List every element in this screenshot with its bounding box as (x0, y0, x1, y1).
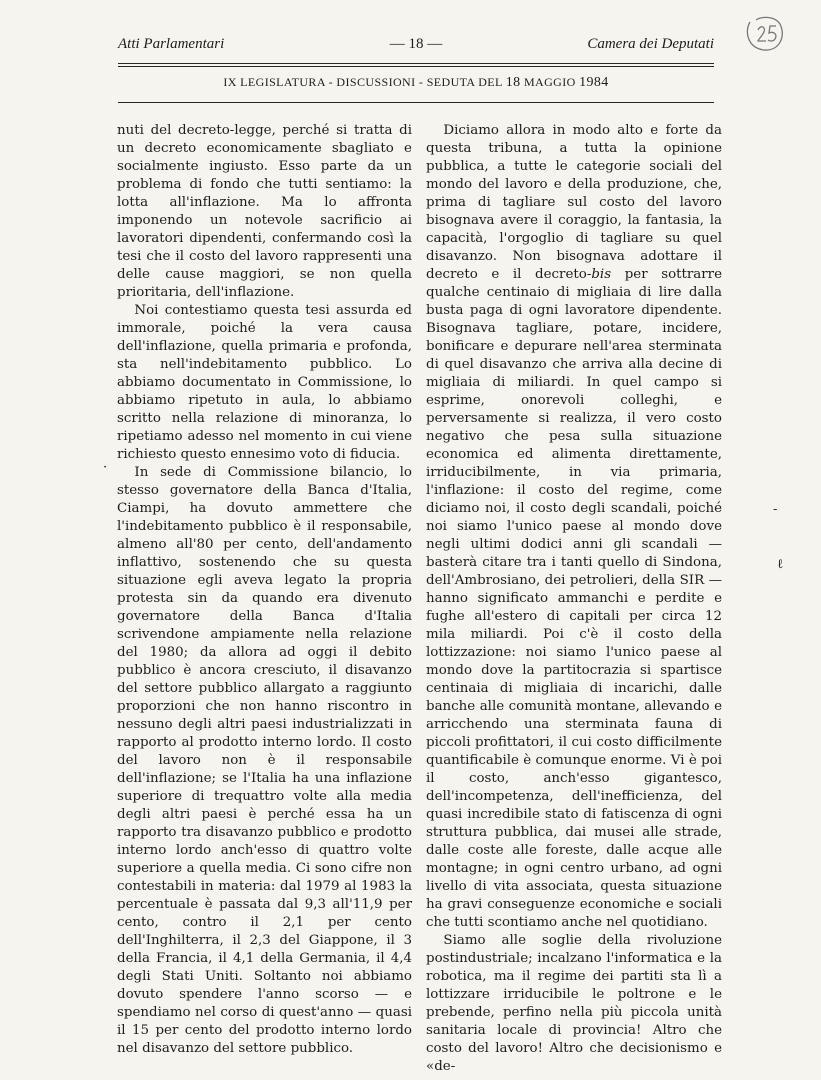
margin-speck-mark: - (773, 502, 778, 517)
session-subheader (118, 75, 714, 91)
bis-italic: bis (591, 267, 612, 282)
subheader-year: 1984 (579, 75, 609, 90)
left-column (117, 122, 412, 1058)
right-paragraph-1 (426, 122, 722, 932)
page-number: — 18 — (389, 36, 443, 52)
left-paragraph-1: nuti del decreto-legge, perché si tratta di un decreto economicamente sbagliato e socialmente ingiusto. Esso parte da un problema di fondo che tutti sentiamo: la lotta all'inflazione. Ma lo affronta imponendo un notevole sacrificio ai lavoratori dipendenti, confermando così la tesi che il costo del lavoro rappresenti una delle cause maggiori, se non quella prioritaria, dell'inflazione. (117, 123, 412, 300)
subheader-day: 18 (505, 75, 521, 90)
subheader-text: IX LEGISLATURA - DISCUSSIONI - SEDUTA DEL (223, 75, 503, 89)
subheader-rule (118, 102, 714, 103)
left-paragraph-2: Noi contestiamo questa tesi assurda ed immorale, poiché la vera causa dell'inflazione, quella primaria e profonda, sta nell'indebitamento pubblico. Lo abbiamo documentato in Commissione, lo abbiamo ripetuto in aula, lo abbiamo scritto nella relazione di minoranza, lo ripetiamo adesso nel momento in cui viene richiesto questo ennesimo voto di fiducia. (117, 303, 412, 462)
right-paragraph-2: Siamo alle soglie della rivoluzione postindustriale; incalzano l'informatica e la robotica, ma il regime dei partiti sta lì a lottizzare irriducibile le poltrone e le prebende, perfino nella più piccola unità sanitaria locale di provincia! Altro che costo del lavoro! Altro che decisionismo e «de- (426, 933, 722, 1074)
right-column (426, 122, 722, 1076)
subheader-month: MAGGIO (523, 75, 576, 89)
handwritten-page-stamp (742, 14, 788, 54)
header-rule-top-2 (118, 66, 714, 67)
header-right: Camera dei Deputati (587, 36, 714, 52)
margin-tick-mark: ℓ (777, 557, 784, 572)
margin-dot-mark: · (103, 460, 108, 475)
right-paragraph-1-start: Diciamo allora in modo alto e forte da questa tribuna, a tutta la opinione pubblica, a tutte le categorie sociali del mondo del lavoro e della produzione, che, prima di tagliare sul costo del lavoro bisognava avere il coraggio, la fantasia, la capacità, l'orgoglio di tagliare su quel disavanzo. Non bisognava adottare il decreto e il decreto- (426, 123, 722, 282)
handwritten-circle-icon (742, 14, 788, 54)
running-header (118, 36, 714, 58)
right-paragraph-1-rest: per sottrarre qualche centinaio di migliaia di lire dalla busta paga di ogni lavoratore dipendente. Bisognava tagliare, potare, incidere, bonificare e depurare nell'area sterminata di quel disavanzo che arriva alla decine di migliaia di miliardi. In quel campo si esprime, onorevoli colleghi, e perversamente si realizza, il vero costo negativo che pesa sulla situazione economica ed alimenta direttamente, irriducibilmente, in via primaria, l'inflazione: il costo del regime, come diciamo noi, il costo degli scandali, poiché noi siamo l'unico paese al mondo dove negli ultimi dodici anni gli scandali — basterà citare tra i tanti quello di Sindona, dell'Ambrosiano, dei petrolieri, della SIR — hanno significato ammanchi e perdite e fughe all'estero di capitali per circa 12 mila miliardi. Poi c'è il costo della lottizzazione: noi siamo l'unico paese al mondo dove la partitocrazia si spartisce centinaia di migliaia di incarichi, dalle banche alle comunità montane, allevando e arricchendo una sterminata fauna di piccoli profittatori, il cui costo difficilmente quantificabile è comunque enorme. Vi è poi il costo, anch'esso gigantesco, dell'incompetenza, dell'inefficienza, del quasi incredibile stato di fatiscenza di ogni struttura pubblica, dai musei alle strade, dalle coste alle foreste, dalle acque alle montagne; in ogni centro urbano, ad ogni livello di vita associata, questa situazione ha gravi conseguenze economiche e sociali che tutti scontiamo anche nel quotidiano. (426, 267, 722, 930)
header-rule-top (118, 63, 714, 64)
left-paragraph-3: In sede di Commissione bilancio, lo stesso governatore della Banca d'Italia, Ciampi, ha dovuto ammettere che l'indebitamento pubblico è il responsabile, almeno all'80 per cento, dell'andamento inflattivo, sostenendo che su questa situazione egli aveva legato la propria protesta sin da quando era divenuto governatore della Banca d'Italia scrivendone ampiamente nella relazione del 1980; da allora ad oggi il debito pubblico è ancora cresciuto, il disavanzo del settore pubblico allargato a raggiunto proporzioni che non hanno riscontro in nessuno degli altri paesi industrializzati in rapporto al prodotto interno lordo. Il costo del lavoro non è il responsabile dell'inflazione; se l'Italia ha una inflazione superiore di trequattro volte alla media degli altri paesi è perché essa ha un rapporto tra disavanzo pubblico e prodotto interno lordo anch'esso di quattro volte superiore a quella media. Ci sono cifre non contestabili in materia: dal 1979 al 1983 la percentuale è passata dal 9,3 all'11,9 per cento, contro il 2,1 per cento dell'Inghilterra, il 2,3 del Giappone, il 3 della Francia, il 4,1 della Germania, il 4,4 degli Stati Uniti. Soltanto noi abbiamo dovuto spendere l'anno scorso — e spendiamo nel corso di quest'anno — quasi il 15 per cento del prodotto interno lordo nel disavanzo del settore pubblico. (117, 465, 412, 1056)
header-left: Atti Parlamentari (118, 36, 225, 52)
